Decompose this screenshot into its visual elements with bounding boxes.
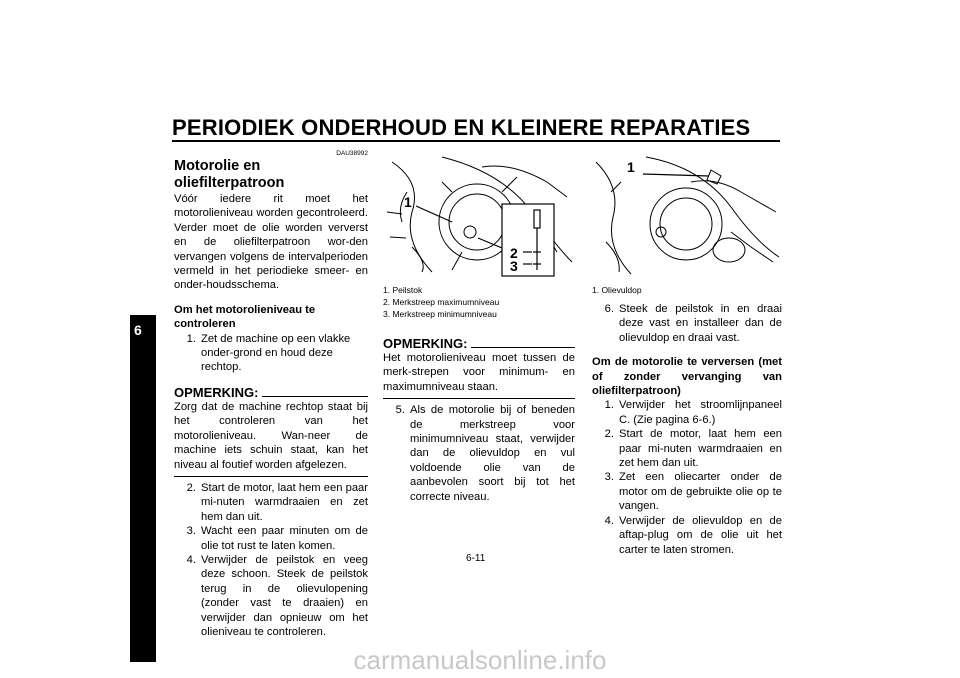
column-left xyxy=(174,150,368,639)
step-item xyxy=(174,481,368,524)
oil-filler-cap-figure xyxy=(591,152,783,278)
note-rule xyxy=(471,347,576,348)
step-number: 4. xyxy=(186,553,196,566)
subhead-check-level: Om het motorolieniveau te controleren xyxy=(174,303,316,331)
page-number: 6-11 xyxy=(466,553,486,564)
step-text: Verwijder het stroomlijnpaneel C. (Zie pagina 6-6.) xyxy=(619,399,782,426)
subhead-change-oil: Om de motorolie te verversen (met of zonder vervanging van oliefilterpatroon) xyxy=(592,356,782,398)
figure-label: 1 xyxy=(404,194,412,210)
note-header xyxy=(383,336,575,351)
step-item xyxy=(174,332,368,375)
figure-caption: 1. Peilstok xyxy=(383,285,423,295)
note-text: Zorg dat de machine rechtop staat bij het controleren van het motorolieniveau. Wan-neer de machine iets schuin staat, kan het niveau al foutief worden afgelezen. xyxy=(174,400,368,471)
step-text: Steek de peilstok in en draai deze vast en installeer dan de olievuldop en draai vast. xyxy=(619,303,782,344)
step-item xyxy=(174,553,368,639)
step-item xyxy=(592,302,782,345)
figure-label: 3 xyxy=(510,258,518,274)
title-rule xyxy=(172,140,780,142)
step-item xyxy=(592,398,782,427)
figure-caption: 1. Olievuldop xyxy=(592,285,642,295)
step-item xyxy=(174,524,368,553)
step-number: 3. xyxy=(186,525,196,538)
step-text: Verwijder de peilstok en veeg deze schoon. Steek de peilstok terug in de olievulopening (zonder vast te draaien) en verwijder dan opnieuw om het olieniveau te controleren. xyxy=(201,553,368,638)
step-text: Als de motorolie bij of beneden de merkstreep voor minimumniveau staat, verwijder dan de olievuldop en vul voldoende olie van de aanbevolen soort bij tot het correcte niveau. xyxy=(410,404,575,503)
page-title: PERIODIEK ONDERHOUD EN KLEINERE REPARATIES xyxy=(172,115,751,140)
figure-label: 1 xyxy=(627,159,635,175)
step-number: 2. xyxy=(604,428,614,441)
note-label: OPMERKING: xyxy=(174,384,259,400)
note-label: OPMERKING: xyxy=(383,336,468,351)
note-end-rule xyxy=(383,398,575,399)
note-text: Het motorolieniveau moet tussen de merk-strepen voor minimum- en maximumniveau staan. xyxy=(383,352,575,393)
step-text: Start de motor, laat hem een paar mi-nuten warmdraaien en zet hem dan uit. xyxy=(619,428,782,470)
intro-paragraph: Vóór iedere rit moet het motorolieniveau worden gecontroleerd. Verder moet de olie worden ververst en de oliefilterpatroon wor-den vervangen volgens de intervalperioden vermeld in het periodieke smeer- en onder-houdsschema. xyxy=(174,193,368,292)
step-number: 3. xyxy=(604,471,614,484)
note-end-rule xyxy=(174,476,368,477)
step-text: Verwijder de olievuldop en de aftap-plug om de olie uit het carter te laten stromen. xyxy=(619,514,782,556)
step-number: 2. xyxy=(186,481,196,494)
step-number: 1. xyxy=(604,399,614,412)
dipstick-figure xyxy=(382,152,576,278)
figure-label: 2 xyxy=(510,245,518,261)
step-text: Zet een oliecarter onder de motor om de gebruikte olie op te vangen. xyxy=(619,471,782,513)
step-item xyxy=(592,427,782,470)
doc-code: DAU38992 xyxy=(336,150,368,157)
step-item xyxy=(592,470,782,513)
chapter-tab xyxy=(130,315,156,662)
column-middle xyxy=(383,284,575,504)
chapter-tab-number: 6 xyxy=(134,322,142,338)
section-title: Motorolie en oliefilterpatroon xyxy=(174,158,285,191)
step-text: Zet de machine op een vlakke onder-grond en houd deze rechtop. xyxy=(201,332,351,374)
step-item xyxy=(383,403,575,504)
step-number: 1. xyxy=(186,332,196,345)
figure-caption: 2. Merkstreep maximumniveau xyxy=(383,297,500,307)
note-rule xyxy=(262,396,369,397)
step-number: 4. xyxy=(604,514,614,527)
step-number: 6. xyxy=(604,303,614,315)
step-number: 5. xyxy=(395,404,405,417)
column-right xyxy=(592,284,782,557)
step-text: Wacht een paar minuten om de olie tot rust te laten komen. xyxy=(201,525,368,552)
watermark: carmanualsonline.info xyxy=(353,645,607,675)
figure-caption: 3. Merkstreep minimumniveau xyxy=(383,309,497,319)
step-text: Start de motor, laat hem een paar mi-nuten warmdraaien en zet hem dan uit. xyxy=(201,481,368,523)
note-header xyxy=(174,385,368,400)
step-item xyxy=(592,514,782,557)
